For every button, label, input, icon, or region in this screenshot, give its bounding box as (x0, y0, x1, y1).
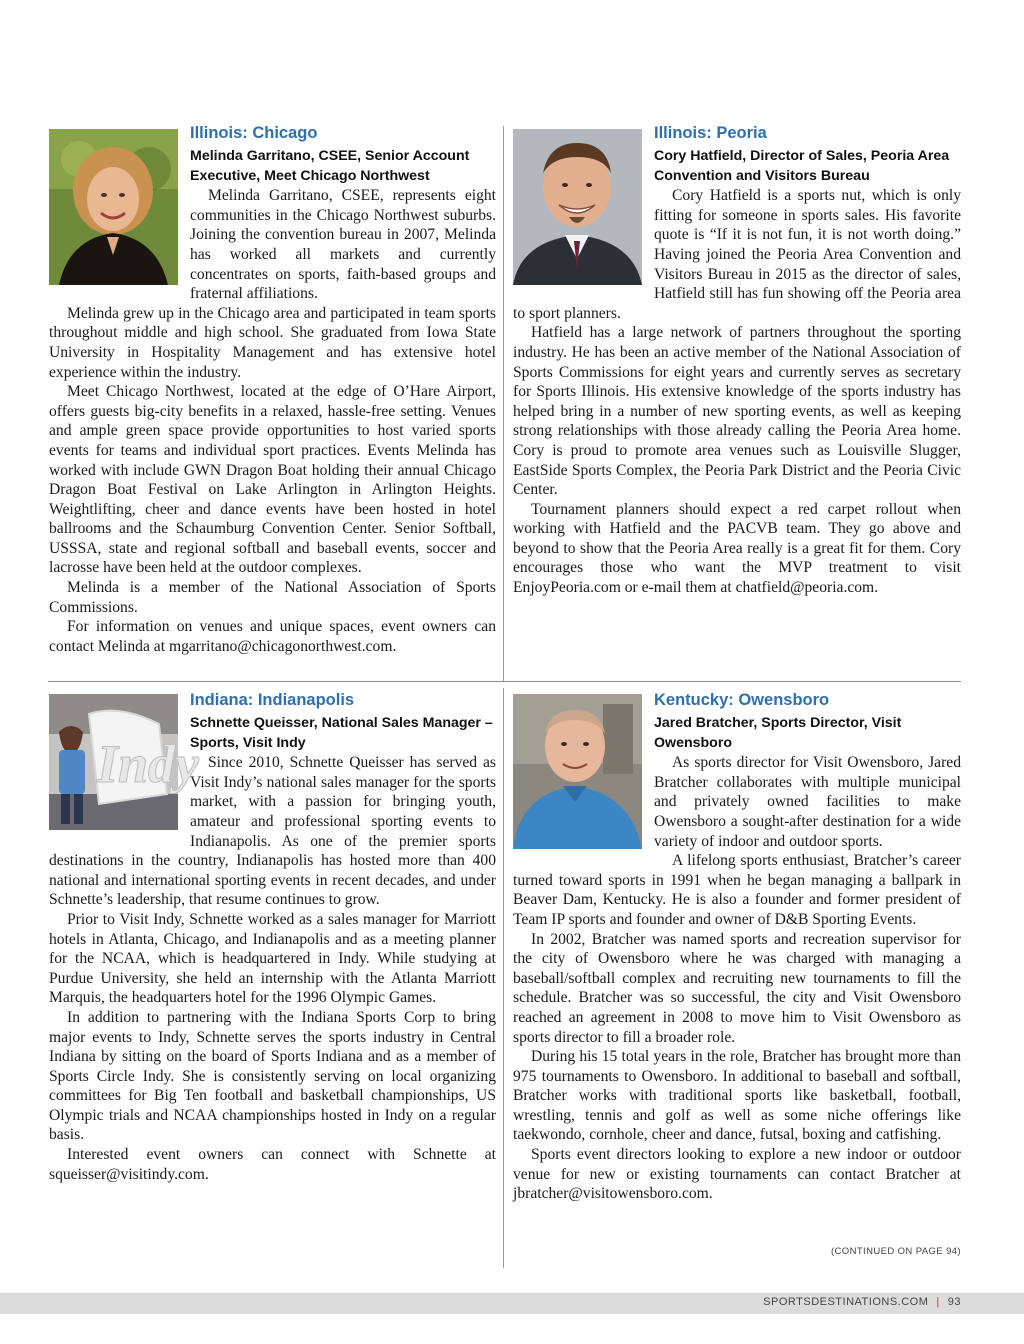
section-illinois-chicago (49, 123, 496, 656)
footer-separator: | (936, 1296, 940, 1308)
section-place-heading: Illinois: Chicago (190, 124, 318, 142)
photo-cory-hatfield (513, 129, 642, 285)
paragraph: Cory Hatfield is a sports nut, which is only fitting for someone in sports sales. His favorite quote is “If it is not fun, it is not worth doing.” Having joined the Peoria Area Convention and Visitors Bureau in 2015 as the director of sales, Hatfield still has fun showing off the Peoria area to sport planners. (513, 187, 961, 322)
paragraph: In 2002, Bratcher was named sports and recreation supervisor for the city of Owensboro where he was charged with managing a baseball/softball complex and recruiting new tournaments to fill the schedule. Bratcher was so successful, the city and Visit Owensboro reached an agreement in 2008 to move him to Visit Owensboro as sports director to fill a broader role. (513, 930, 961, 1046)
paragraph: Hatfield has a large network of partners throughout the sporting industry. He has been an active member of the National Association of Sports Commissions for eight years and currently serves as secretary for Sports Illinois. His extensive knowledge of the sports industry has helped bring in a number of new sporting events, as well as keeping strong relationships with those already calling the Peoria Area home. Cory is proud to promote area venues such as Louisville Slugger, EastSide Sports Complex, the Peoria Park District and the Peoria Civic Center. (513, 324, 961, 499)
section-illinois-peoria (513, 123, 961, 598)
footer-site: SPORTSDESTINATIONS.COM (763, 1296, 929, 1308)
paragraph: For information on venues and unique spaces, event owners can contact Melinda at mgarritano@chicagonorthwest.com. (49, 618, 496, 655)
paragraph: Melinda is a member of the National Association of Sports Commissions. (49, 579, 496, 616)
section-divider (48, 681, 961, 682)
paragraph: As sports director for Visit Owensboro, Jared Bratcher collaborates with multiple municipal and privately owned facilities to make Owensboro a sought-after destination for a wide variety of indoor and outdoor sports. (654, 754, 961, 850)
paragraph: Meet Chicago Northwest, located at the edge of O’Hare Airport, offers guests big-city benefits in a relaxed, hassle-free setting. Venues and ample green space provide opportunities to host varied sports events for teams and individual sport practices. Events Melinda has worked with include GWN Dragon Boat holding their annual Chicago Dragon Boat Festival on Lake Arlington in Arlington Heights. Weightlifting, cheer and dance events have been hosted in hotel ballrooms and the Schaumburg Convention Center. Senior Softball, USSSA, state and regional softball and baseball events, soccer and lacrosse have been held at the outdoor complexes. (49, 383, 496, 577)
paragraph: In addition to partnering with the Indiana Sports Corp to bring major events to Indy, Schnette serves the sports industry in Central Indiana by sitting on the board of Sports Indiana and as a member of Sports Circle Indy. She is consistently serving on local organizing committees for Big Ten football and basketball championships, US Olympic trials and NCAA championships hosted in Indy on a regular basis. (49, 1008, 496, 1144)
paragraph: Sports event directors looking to explore a new indoor or outdoor venue for new or existing tournaments can contact Bratcher at jbratcher@visitowensboro.com. (513, 1146, 961, 1203)
photo-melinda-garritano (49, 129, 178, 285)
section-place-heading: Indiana: Indianapolis (190, 691, 355, 709)
section-byline: Schnette Queisser, National Sales Manager – Sports, Visit Indy (190, 715, 493, 751)
photo-jared-bratcher (513, 694, 642, 849)
paragraph: Tournament planners should expect a red carpet rollout when working with Hatfield and the PACVB team. They go above and beyond to show that the Peoria Area really is a great fit for them. Cory encourages those who want the MVP treatment to visit EnjoyPeoria.com or e-mail them at chatfield@peoria.com. (513, 500, 961, 597)
paragraph: During his 15 total years in the role, Bratcher has brought more than 975 tournaments to Owensboro. In additional to baseball and softball, Bratcher works with traditional sports like basketball, football, wrestling, tennis and golf as well as some niche offerings like taekwondo, cornhole, cheer and dance, futsal, boxing and catfishing. (513, 1048, 961, 1144)
page-number: 93 (947, 1296, 961, 1308)
section-kentucky-owensboro (513, 690, 961, 1204)
photo-schnette-queisser (49, 694, 200, 830)
indy-sign-text: Indy (97, 734, 200, 794)
paragraph: Since 2010, Schnette Queisser has served as Visit Indy’s national sales manager for the sports market, with a passion for bringing youth, amateur and professional sporting events to Indianapolis. As one of the premier sports destinations in the country, Indianapolis has hosted more than 400 national and international sporting events in recent decades, and under Schnette’s leadership, that resume continues to grow. (49, 754, 496, 909)
section-byline: Jared Bratcher, Sports Director, Visit Owensboro (654, 715, 902, 751)
paragraph: Melinda grew up in the Chicago area and participated in team sports throughout middle and high school. She graduated from Iowa State University in Hospitality Management and has extensive hotel experience within the industry. (49, 304, 496, 381)
column-divider-bottom (503, 688, 504, 1268)
continued-note: (CONTINUED ON PAGE 94) (830, 1246, 961, 1257)
paragraph: A lifelong sports enthusiast, Bratcher’s career turned toward sports in 1991 when he began managing a ballpark in Beaver Dam, Kentucky. He is also a founder and former president of Team IP sports and founder and owner of D&B Sporting Events. (513, 852, 961, 928)
section-byline: Melinda Garritano, CSEE, Senior Account Executive, Meet Chicago Northwest (190, 148, 470, 184)
section-place-heading: Kentucky: Owensboro (654, 691, 830, 709)
column-divider-top (503, 126, 504, 681)
paragraph: Prior to Visit Indy, Schnette worked as a sales manager for Marriott hotels in Atlanta, Chicago, and Indianapolis and as a meeting planner for the NCAA, which is headquartered in Indy. While studying at Purdue University, she held an internship with the Atlanta Marriott Marquis, the headquarters hotel for the 1996 Olympic Games. (49, 910, 496, 1007)
section-indiana-indianapolis (49, 690, 496, 1184)
section-byline: Cory Hatfield, Director of Sales, Peoria Area Convention and Visitors Bureau (654, 148, 950, 184)
footer (763, 1296, 961, 1308)
paragraph: Interested event owners can connect with Schnette at squeisser@visitindy.com. (49, 1146, 496, 1183)
paragraph: Melinda Garritano, CSEE, represents eight communities in the Chicago Northwest suburbs. Joining the convention bureau in 2007, Melinda has worked all markets and currently concentrates on sports, faith-based groups and fraternal affiliations. (190, 187, 496, 303)
section-place-heading: Illinois: Peoria (654, 124, 767, 142)
